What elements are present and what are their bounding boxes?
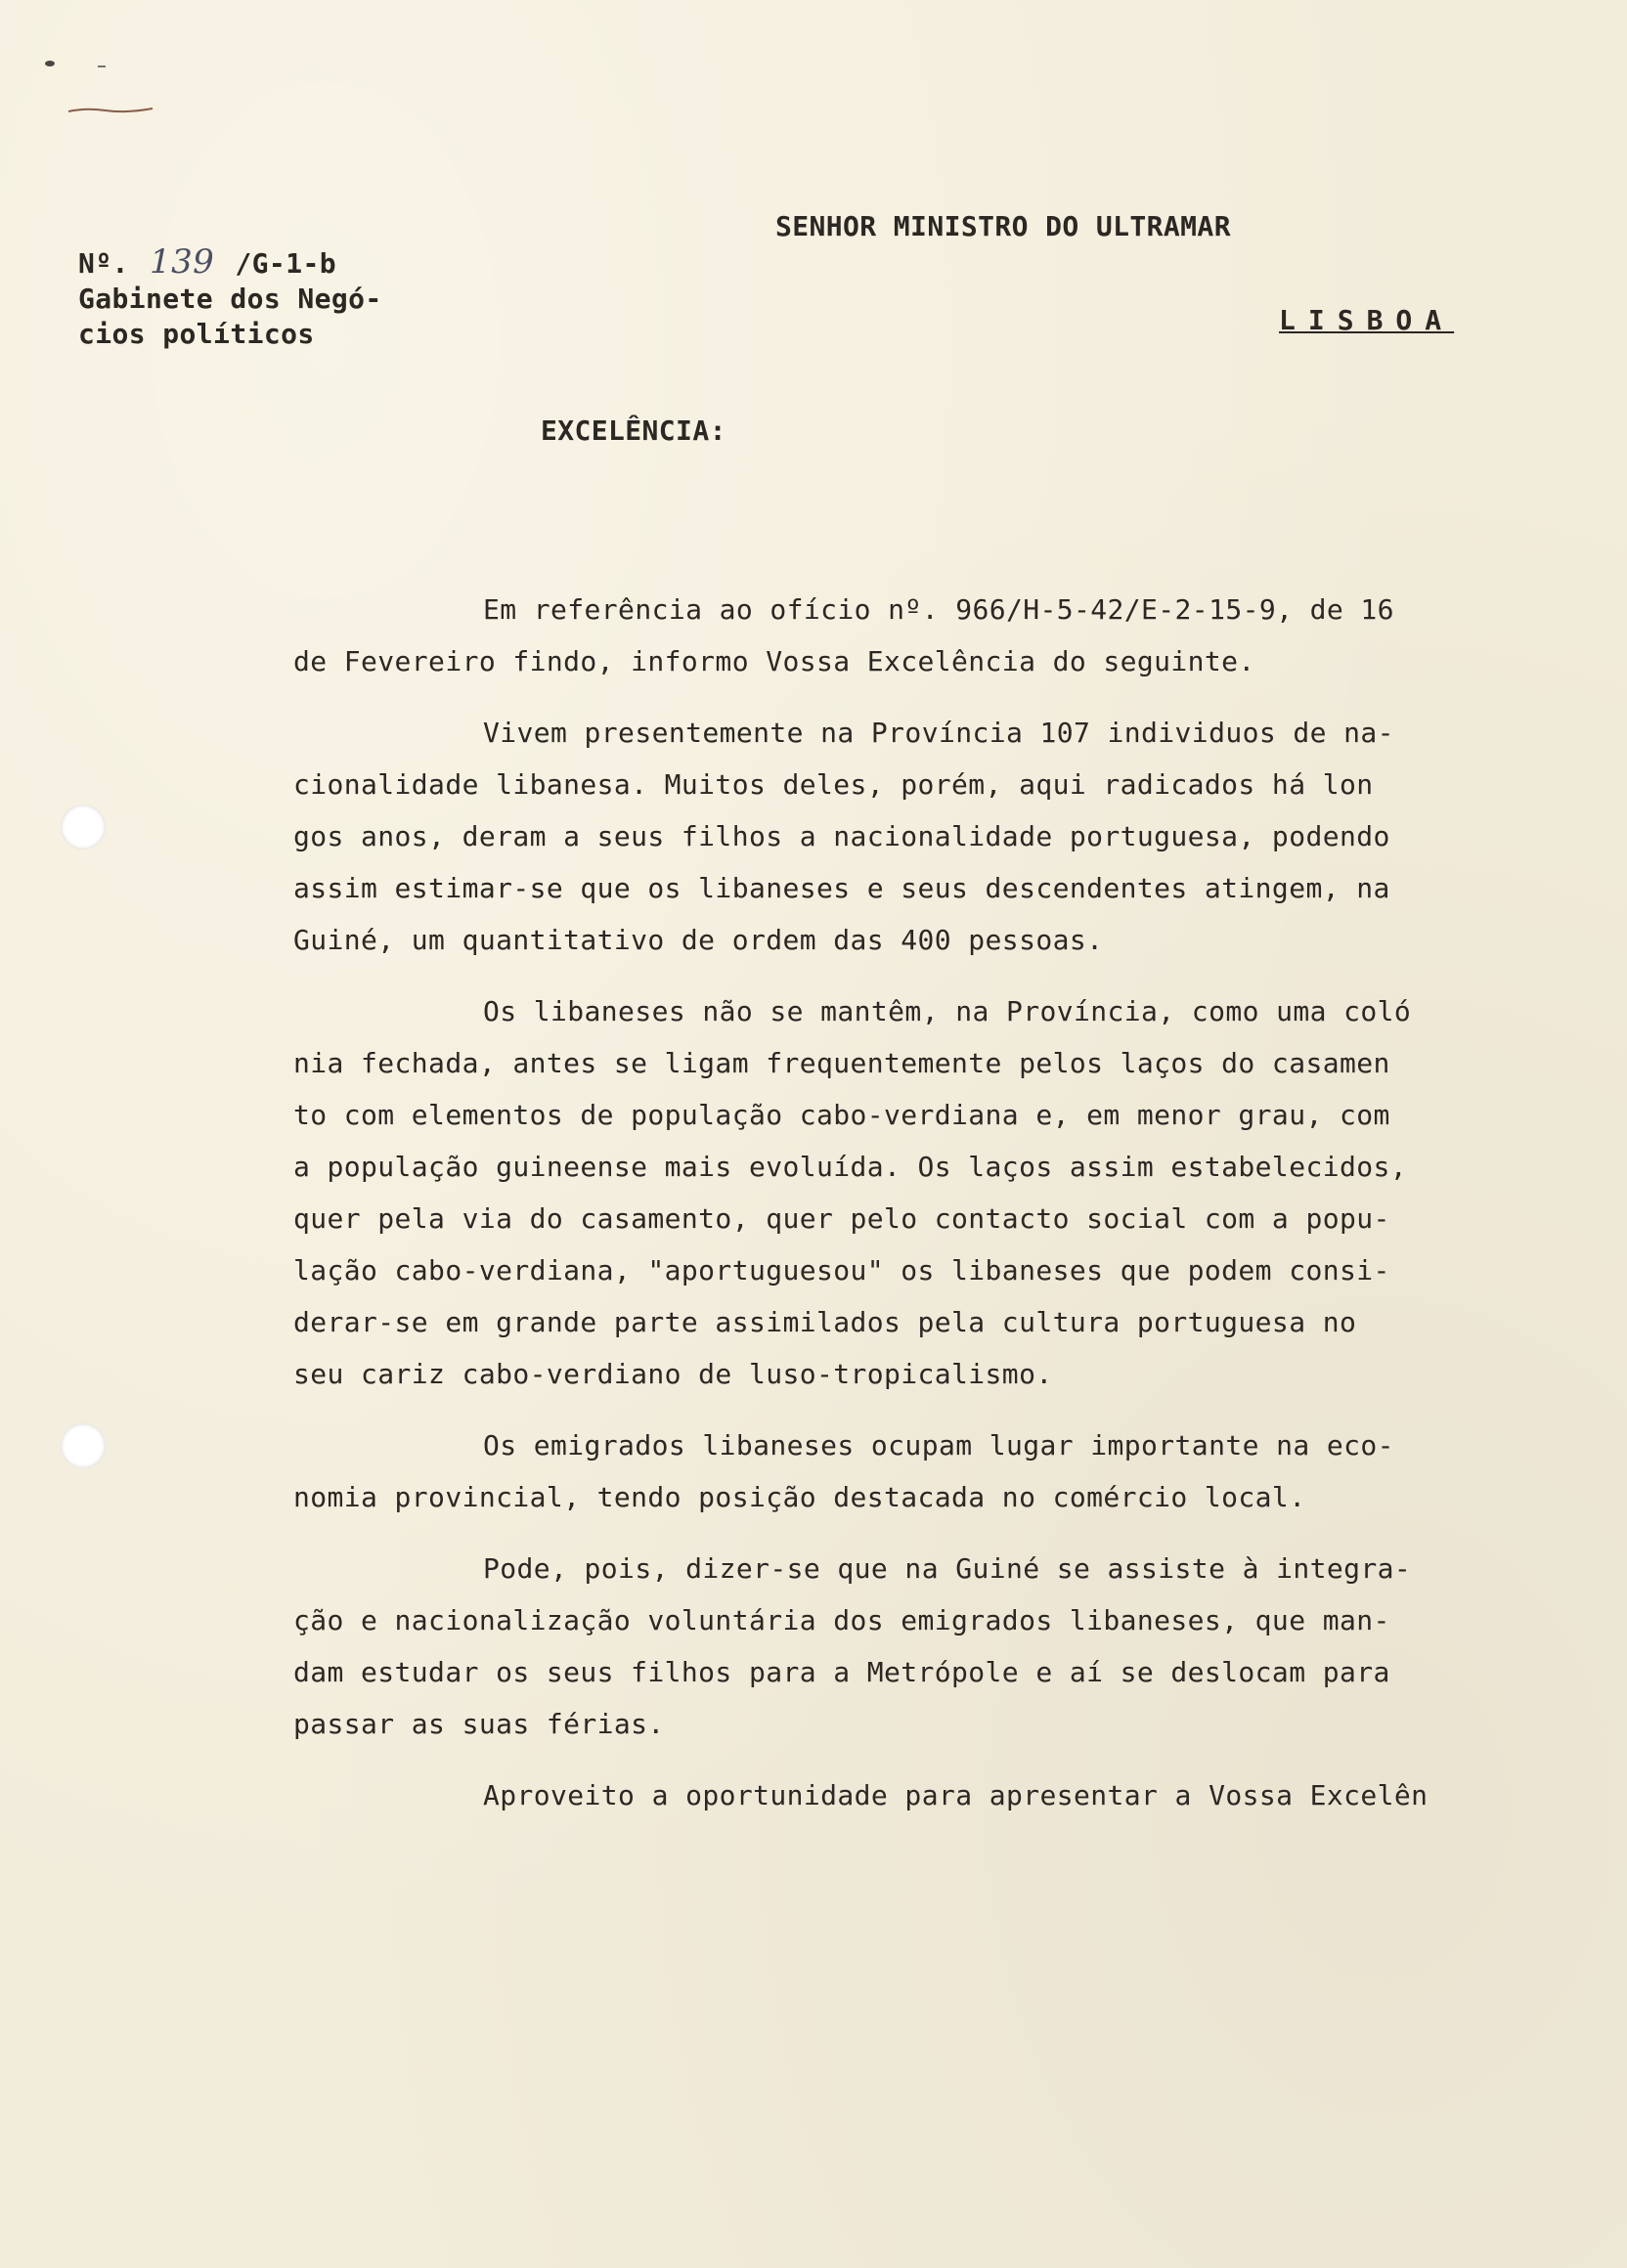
reference-number-suffix: /G-1-b <box>235 247 336 280</box>
paragraph-line: passar as suas férias. <box>293 1708 665 1740</box>
paragraph-line: lação cabo-verdiana, "aportuguesou" os libaneses que podem consi- <box>293 1254 1390 1287</box>
paragraph-line: Em referência ao ofício nº. 966/H-5-42/E-2-15-9, de 16 <box>483 593 1394 626</box>
office-line-2: cios políticos <box>78 318 315 350</box>
paragraph-line: Pode, pois, dizer-se que na Guiné se assiste à integra- <box>483 1552 1412 1585</box>
paragraph-line: nia fechada, antes se ligam frequentemente pelos laços do casamen <box>293 1047 1390 1079</box>
paragraph-line: to com elementos de população cabo-verdiana e, em menor grau, com <box>293 1099 1390 1131</box>
paragraph <box>293 985 1564 1400</box>
letter-body <box>293 584 1564 1841</box>
paragraph-line: Vivem presentemente na Província 107 individuos de na- <box>483 717 1394 749</box>
paragraph-line: Os libaneses não se mantêm, na Província, como uma coló <box>483 995 1412 1027</box>
city: LISBOA <box>1279 304 1455 336</box>
paragraph-line: gos anos, deram a seus filhos a nacionalidade portuguesa, podendo <box>293 820 1390 852</box>
paragraph <box>293 1543 1564 1750</box>
paragraph-line: assim estimar-se que os libaneses e seus descendentes atingem, na <box>293 872 1390 904</box>
reference-number-prefix: Nº. <box>78 247 129 280</box>
paragraph-line: cionalidade libanesa. Muitos deles, porém, aqui radicados há lon <box>293 768 1374 801</box>
reference-number-line <box>78 244 382 282</box>
ink-dot-mark <box>45 61 55 66</box>
paragraph-line: Os emigrados libaneses ocupam lugar importante na eco- <box>483 1429 1394 1461</box>
recipient: SENHOR MINISTRO DO ULTRAMAR <box>775 210 1231 242</box>
office-line-1: Gabinete dos Negó- <box>78 283 382 315</box>
reference-block <box>78 244 382 352</box>
paragraph-line: ção e nacionalização voluntária dos emigrados libaneses, que man- <box>293 1604 1390 1636</box>
punch-hole-top <box>61 805 106 850</box>
punch-hole-bottom <box>61 1423 106 1468</box>
reference-number-handwritten: 139 <box>150 242 215 282</box>
paragraph-line: nomia provincial, tendo posição destacada no comércio local. <box>293 1481 1306 1513</box>
paragraph <box>293 707 1564 966</box>
paragraph-line: a população guineense mais evoluída. Os laços assim estabelecidos, <box>293 1151 1407 1183</box>
ink-scribble-mark <box>66 106 154 115</box>
paragraph-line: de Fevereiro findo, informo Vossa Excelência do seguinte. <box>293 645 1255 677</box>
paragraph-line: Guiné, um quantitativo de ordem das 400 pessoas. <box>293 924 1104 956</box>
paragraph <box>293 1419 1564 1523</box>
paragraph <box>293 584 1564 687</box>
salutation: EXCELÊNCIA: <box>541 414 726 447</box>
ink-dash-mark <box>98 65 106 67</box>
paragraph-line: quer pela via do casamento, quer pelo contacto social com a popu- <box>293 1202 1390 1235</box>
paragraph-line: derar-se em grande parte assimilados pela cultura portuguesa no <box>293 1306 1357 1338</box>
paragraph-line: dam estudar os seus filhos para a Metrópole e aí se deslocam para <box>293 1656 1390 1688</box>
paragraph <box>293 1769 1564 1821</box>
paragraph-line: seu cariz cabo-verdiano de luso-tropicalismo. <box>293 1358 1053 1390</box>
paragraph-line: Aproveito a oportunidade para apresentar a Vossa Excelên <box>483 1779 1429 1811</box>
